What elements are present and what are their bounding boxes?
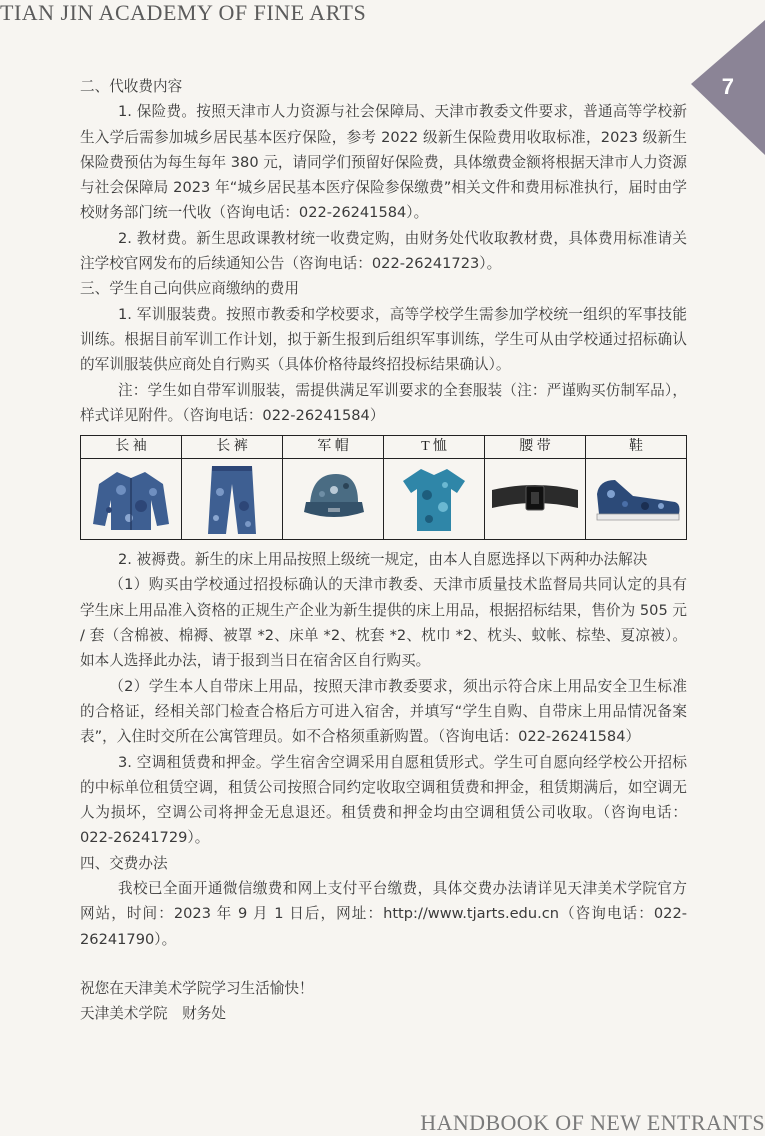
camo-shoe-icon xyxy=(589,472,683,526)
section-heading-2: 二、代收费内容 xyxy=(80,78,183,95)
footer-title: HANDBOOK OF NEW ENTRANTS xyxy=(420,1110,765,1135)
camo-tshirt-icon xyxy=(401,465,467,533)
uniform-cell-trousers xyxy=(182,459,283,540)
uniform-label-cap: 军 帽 xyxy=(283,436,384,459)
paragraph-payment-method: 我校已全面开通微信缴费和网上支付平台缴费，具体交费办法请详见天津美术学院官方网站，时间：2023 年 9 月 1 日后，网址：http://www.tjarts.edu.cn（咨询电话：022-26241790）。 xyxy=(80,880,687,948)
uniform-table-image-row xyxy=(81,459,687,540)
uniform-cell-shoes xyxy=(586,459,687,540)
belt-icon xyxy=(488,474,582,524)
paragraph-insurance: 1. 保险费。按照天津市人力资源与社会保障局、天津市教委文件要求，普通高等学校新生入学后需参加城乡居民基本医疗保险，参考 2022 级新生保险费用收取标准，2023 级新生保险费预估为每生每年 380 元，请同学们预留好保险费，具体缴费金额将根据天津市人力资源与社会保障局 2023 年“城乡居民基本医疗保险参保缴费”相关文件和费用标准执行，届时由学校财务部门统一代收（咨询电话：022-26241584）。 xyxy=(80,103,687,222)
uniform-label-belt: 腰 带 xyxy=(485,436,586,459)
spacer xyxy=(80,952,687,976)
signature: 天津美术学院 财务处 xyxy=(80,1005,226,1023)
uniform-table-header-row xyxy=(81,436,687,459)
paragraph-uniform-note: 注：学生如自带军训服装，需提供满足军训要求的全套服装（注：严谨购买仿制军品），样式详见附件。（咨询电话：022-26241584） xyxy=(80,381,687,424)
uniform-table-wrap xyxy=(80,435,687,540)
document-body xyxy=(80,74,687,1027)
paragraph-bedding-option-2: （2）学生本人自带床上用品，按照天津市教委要求，须出示符合床上用品安全卫生标准的合格证，经相关部门检查合格后方可进入宿舍，并填写“学生自购、自带床上用品情况备案表”，入住时交所在公寓管理员。如不合格须重新购置。（咨询电话：022-26241584） xyxy=(80,677,687,746)
uniform-cell-cap xyxy=(283,459,384,540)
section-heading-4: 四、交费办法 xyxy=(80,854,168,872)
uniform-cell-jacket xyxy=(81,459,182,540)
uniform-label-jacket: 长 袖 xyxy=(81,436,182,459)
camo-jacket-icon xyxy=(91,466,171,532)
section-heading-3: 三、学生自己向供应商缴纳的费用 xyxy=(80,280,299,298)
uniform-label-tshirt: T 恤 xyxy=(384,436,485,459)
page-number: 7 xyxy=(721,74,734,99)
uniform-cell-tshirt xyxy=(384,459,485,540)
paragraph-bedding: 2. 被褥费。新生的床上用品按照上级统一规定，由本人自愿选择以下两种办法解决 xyxy=(117,551,648,569)
camo-cap-icon xyxy=(300,468,366,530)
camo-trousers-icon xyxy=(204,462,260,536)
uniform-label-shoes: 鞋 xyxy=(586,436,687,459)
paragraph-bedding-option-1: （1）购买由学校通过招投标确认的天津市教委、天津市质量技术监督局共同认定的具有学生床上用品准入资格的正规生产企业为新生提供的床上用品，根据招标结果，售价为 505 元 / 套（含棉被、棉褥、被罩 *2、床单 *2、枕套 *2、枕巾 *2、枕头、蚊帐、棕垫、夏凉被）。如本人选择此办法，请于报到当日在宿舍区自行购买。 xyxy=(80,576,687,670)
header-title: TIAN JIN ACADEMY OF FINE ARTS xyxy=(0,0,367,25)
uniform-label-trousers: 长 裤 xyxy=(182,436,283,459)
paragraph-air-conditioning: 3. 空调租赁费和押金。学生宿舍空调采用自愿租赁形式。学生可自愿向经学校公开招标的中标单位租赁空调，租赁公司按照合同约定收取空调租赁费和押金，租赁期满后，如空调无人为损坏，空调公司将押金无息退还。租赁费和押金均由空调租赁公司收取。（咨询电话：022-26241729）。 xyxy=(80,753,687,847)
uniform-table xyxy=(80,435,687,540)
uniform-cell-belt xyxy=(485,459,586,540)
paragraph-textbook: 2. 教材费。新生思政课教材统一收费定购，由财务处代收取教材费，具体费用标准请关注学校官网发布的后续通知公告（咨询电话：022-26241723）。 xyxy=(80,229,687,273)
paragraph-uniform: 1. 军训服装费。按照市教委和学校要求，高等学校学生需参加学校统一组织的军事技能训练。根据目前军训工作计划，拟于新生报到后组织军事训练，学生可从由学校通过招标确认的军训服装供应商处自行购买（具体价格待最终招投标结果确认）。 xyxy=(80,305,687,374)
closing-greeting: 祝您在天津美术学院学习生活愉快！ xyxy=(80,979,314,997)
